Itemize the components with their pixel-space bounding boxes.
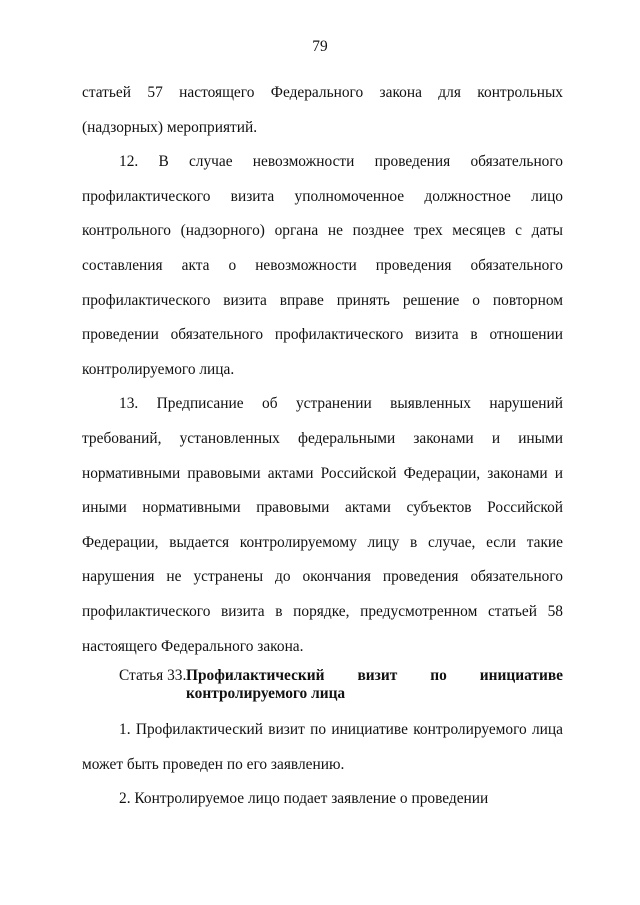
article-title-line-1: Профилактический визит по инициативе: [186, 667, 563, 685]
article-title: [186, 667, 563, 703]
document-body: [82, 76, 563, 817]
page-number: 79: [312, 38, 328, 55]
article-heading: [82, 667, 563, 703]
article-paragraph-2: 2. Контролируемое лицо подает заявление о проведении: [119, 790, 489, 808]
paragraph-continuation: статьей 57 настоящего Федерального закона для контрольных (надзорных) мероприятий.: [82, 84, 563, 136]
article-title-line-2: контролируемого лица: [186, 685, 346, 703]
article-number: Статья 33.: [119, 667, 187, 685]
article-paragraph-1: 1. Профилактический визит по инициативе контролируемого лица может быть проведен по его заявлению.: [82, 721, 563, 773]
paragraph-13: 13. Предписание об устранении выявленных нарушений требований, установленных федеральными законами и иными нормативными правовыми актами Российской Федерации, законами и иными нормативными правовыми актами субъектов Российской Федерации, выдается контролируемому лицу в случае, если такие нарушения не устранены до окончания проведения обязательного профилактического визита в порядке, предусмотренном статьей 58 настоящего Федерального закона.: [82, 395, 563, 655]
paragraph-12: 12. В случае невозможности проведения обязательного профилактического визита уполномоченное должностное лицо контрольного (надзорного) органа не позднее трех месяцев с даты составления акта о невозможности проведения обязательного профилактического визита вправе принять решение о повторном проведении обязательного профилактического визита в отношении контролируемого лица.: [82, 153, 563, 378]
